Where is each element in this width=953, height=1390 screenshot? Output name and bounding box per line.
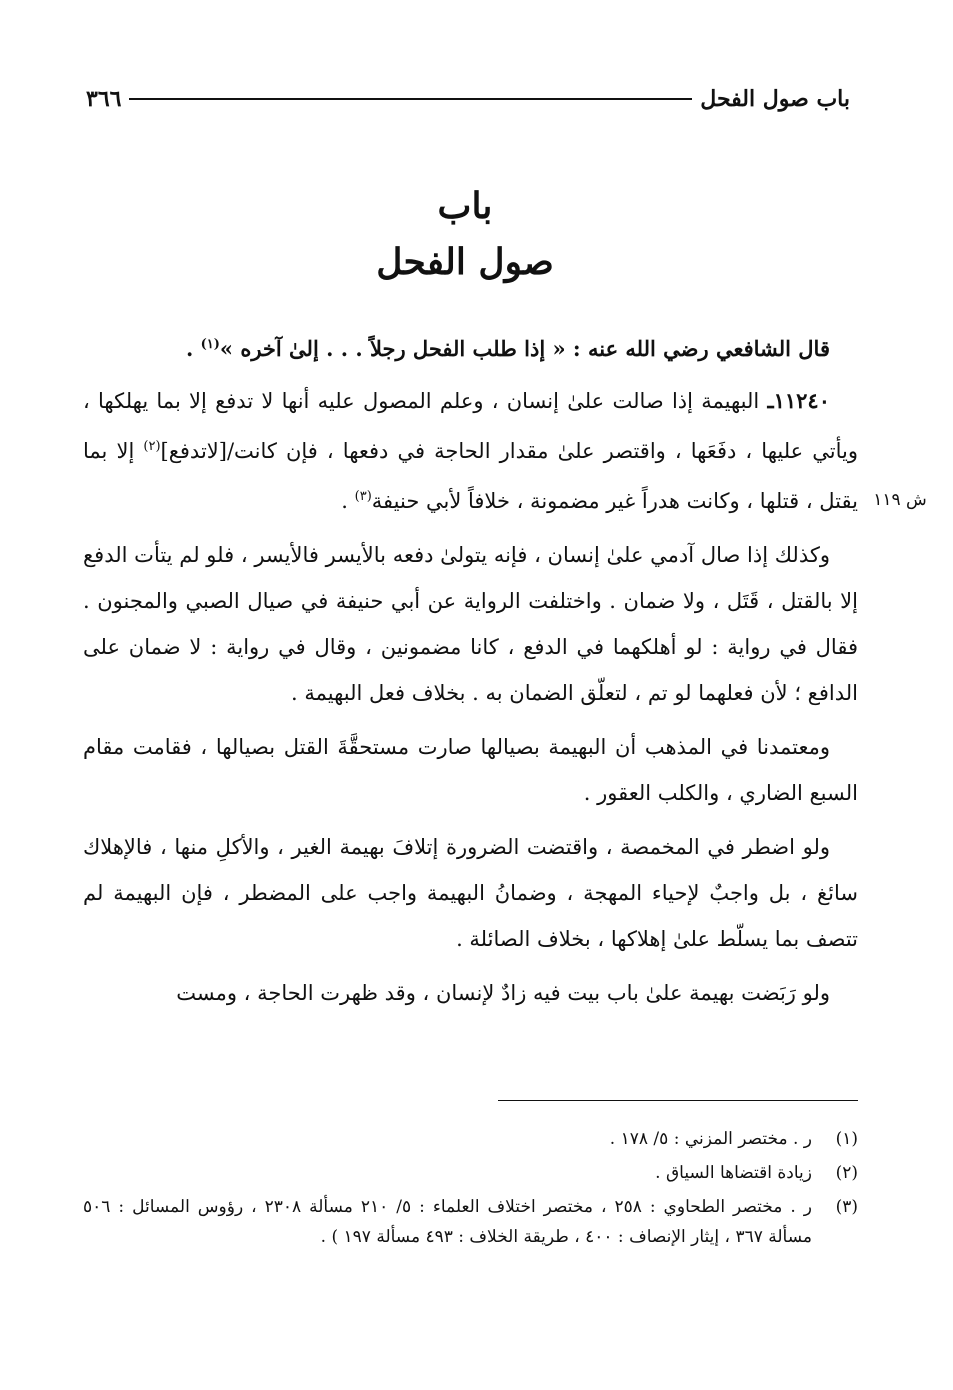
- running-title: باب صول الفحل: [700, 86, 850, 112]
- footnote-ref: (٣): [354, 489, 372, 504]
- paragraph: ولو اضطر في المخمصة ، واقتضت الضرورة إتلافَ بهيمة الغير ، والأكلِ منها ، فالإهلاك سائغ ، بل واجبٌ لإحياء المهجة ، وضمانُ البهيمة واجب على المضطر ، فإن البهيمة لم تتصف بما يسلّط علىٰ إهلاكها ، بخلاف الصائلة .: [83, 835, 858, 951]
- footnote-rule: [498, 1100, 858, 1101]
- quote-text: قال الشافعي رضي الله عنه : « إذا طلب الفحل رجلاً . . . إلىٰ آخره »: [219, 336, 830, 361]
- running-header: [80, 82, 850, 116]
- quote-tail: .: [185, 336, 201, 361]
- footnote-number: (٣): [835, 1197, 858, 1217]
- chapter-label: باب: [437, 185, 493, 227]
- footnote-number: (٢): [835, 1163, 858, 1183]
- footnote-text: ر . مختصر الطحاوي : ٢٥٨ ، مختصر اختلاف العلماء : ٥/ ٢١٠ مسألة ٢٣٠٨ ، رؤوس المسائل : ٥٠٦ مسألة ٣٦٧ ، إيثار الإنصاف : ٤٠٠ ، طريقة الخلاف : ٤٩٣ مسألة ١٩٧ ) .: [83, 1197, 812, 1247]
- chapter-heading: [80, 178, 850, 290]
- body-text: [83, 322, 858, 1024]
- entry-text-a: البهيمة إذا صالت علىٰ إنسان ، وعلم المصول عليه أنها لا تدفع إلا بما يهلكها ، ويأتي عليها ، دفَعَها ، واقتصر علىٰ مقدار الحاجة في دفعها ، فإن كانت/[لاتدفع]: [83, 389, 859, 463]
- paragraph: وكذلك إذا صال آدمي علىٰ إنسان ، فإنه يتولىٰ دفعه بالأيسر فالأيسر ، فلو لم يتأت الدفع إلا بالقتل ، قَتَل ، ولا ضمان . واختلفت الرواية عن أبي حنيفة في صيال الصبي والمجنون . فقال في رواية : لو أهلكهما في الدفع ، كانا مضمونين ، وقال في رواية : لا ضمان على الدافع ؛ لأن فعلهما لو تم ، لتعلّق الضمان به . بخلاف فعل البهيمة .: [83, 543, 858, 705]
- footnote-text: زيادة اقتضاها السياق .: [655, 1163, 812, 1183]
- footnote: [83, 1192, 858, 1252]
- page-number: ٣٦٦: [86, 86, 122, 112]
- paragraph: ومعتمدنا في المذهب أن البهيمة بصيالها صارت مستحقَّةَ القتل بصيالها ، فقامت مقام السبع الضاري ، والكلب العقور .: [83, 735, 858, 805]
- entry-tail: .: [341, 489, 355, 513]
- header-rule: [129, 98, 692, 100]
- footnote-number: (١): [835, 1129, 858, 1149]
- margin-note: ش ١١٩: [873, 490, 927, 510]
- footnote: [83, 1124, 858, 1154]
- footnotes: [83, 1124, 858, 1256]
- paragraph-entry: [83, 378, 858, 524]
- paragraph-quote: [83, 322, 858, 372]
- entry-text-b: إلا بما يقتل ، قتلها ، وكانت هدراً غير مضمونة ، خلافاً لأبي حنيفة: [83, 439, 858, 513]
- chapter-title: صول الفحل: [376, 241, 554, 283]
- entry-number: ١١٢٤٠ـ: [767, 388, 830, 413]
- footnote-ref: (١): [200, 337, 220, 352]
- footnote-text: ر . مختصر المزني : ٥/ ١٧٨ .: [609, 1129, 812, 1149]
- footnote-ref: (٢): [143, 439, 161, 454]
- paragraph: ولو رَبَضت بهيمة علىٰ باب بيت فيه زادٌ لإنسان ، وقد ظهرت الحاجة ، ومست: [176, 981, 830, 1005]
- footnote: [83, 1158, 858, 1188]
